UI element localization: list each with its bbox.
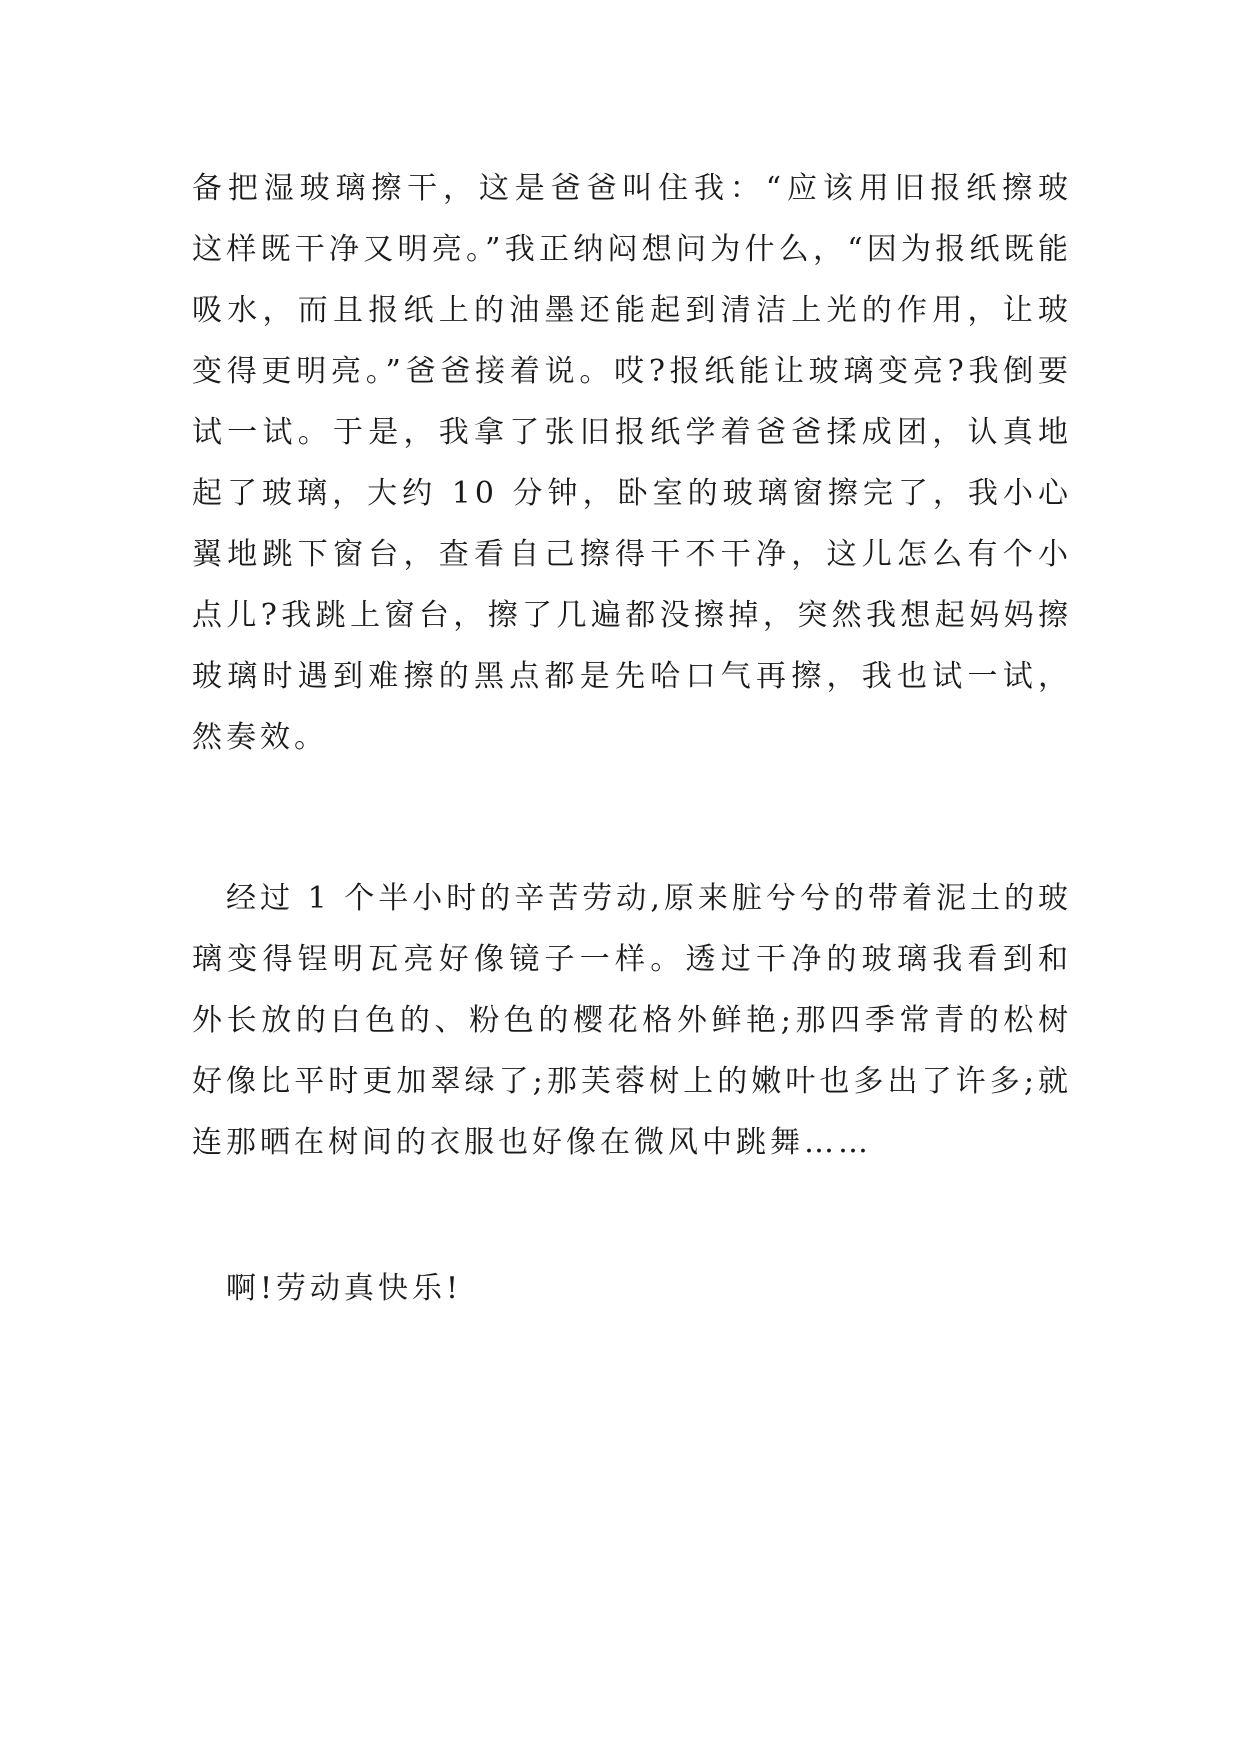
text-line: 璃变得锃明瓦亮好像镜子一样。透过干净的玻璃我看到和 [192, 942, 1072, 977]
paragraph-window-cleaning [192, 158, 1072, 768]
text-line: 变得更明亮。”爸爸接着说。哎?报纸能让玻璃变亮?我倒要 [192, 354, 1072, 389]
text-line: 备把湿玻璃擦干，这是爸爸叫住我：“应该用旧报纸擦玻 [192, 171, 1072, 206]
text-line: 吸水，而且报纸上的油墨还能起到清洁上光的作用，让玻 [192, 293, 1072, 328]
paragraph-clean-glass-view [192, 868, 1072, 1173]
text-line: 起了玻璃，大约 10 分钟，卧室的玻璃窗擦完了，我小心 [192, 476, 1072, 511]
text-line: 然奏效。 [192, 720, 328, 755]
text-line: 啊!劳动真快乐! [192, 1271, 463, 1306]
text-line: 这样既干净又明亮。”我正纳闷想问为什么，“因为报纸既能 [192, 232, 1072, 267]
text-line: 外长放的白色的、粉色的樱花格外鲜艳;那四季常青的松树 [192, 1003, 1072, 1038]
text-line: 翼地跳下窗台，查看自己擦得干不干净，这儿怎么有个小 [192, 537, 1072, 572]
text-line: 试一试。于是，我拿了张旧报纸学着爸爸揉成团，认真地 [192, 415, 1072, 450]
text-line: 连那晒在树间的衣服也好像在微风中跳舞…… [192, 1125, 872, 1160]
text-line: 点儿?我跳上窗台，擦了几遍都没擦掉，突然我想起妈妈擦 [192, 598, 1072, 633]
text-line: 好像比平时更加翠绿了;那芙蓉树上的嫩叶也多出了许多;就 [192, 1064, 1072, 1099]
text-line: 经过 1 个半小时的辛苦劳动,原来脏兮兮的带着泥土的玻 [192, 881, 1072, 916]
paragraph-conclusion [192, 1258, 1072, 1319]
text-line: 玻璃时遇到难擦的黑点都是先哈口气再擦，我也试一试， [192, 659, 1072, 694]
